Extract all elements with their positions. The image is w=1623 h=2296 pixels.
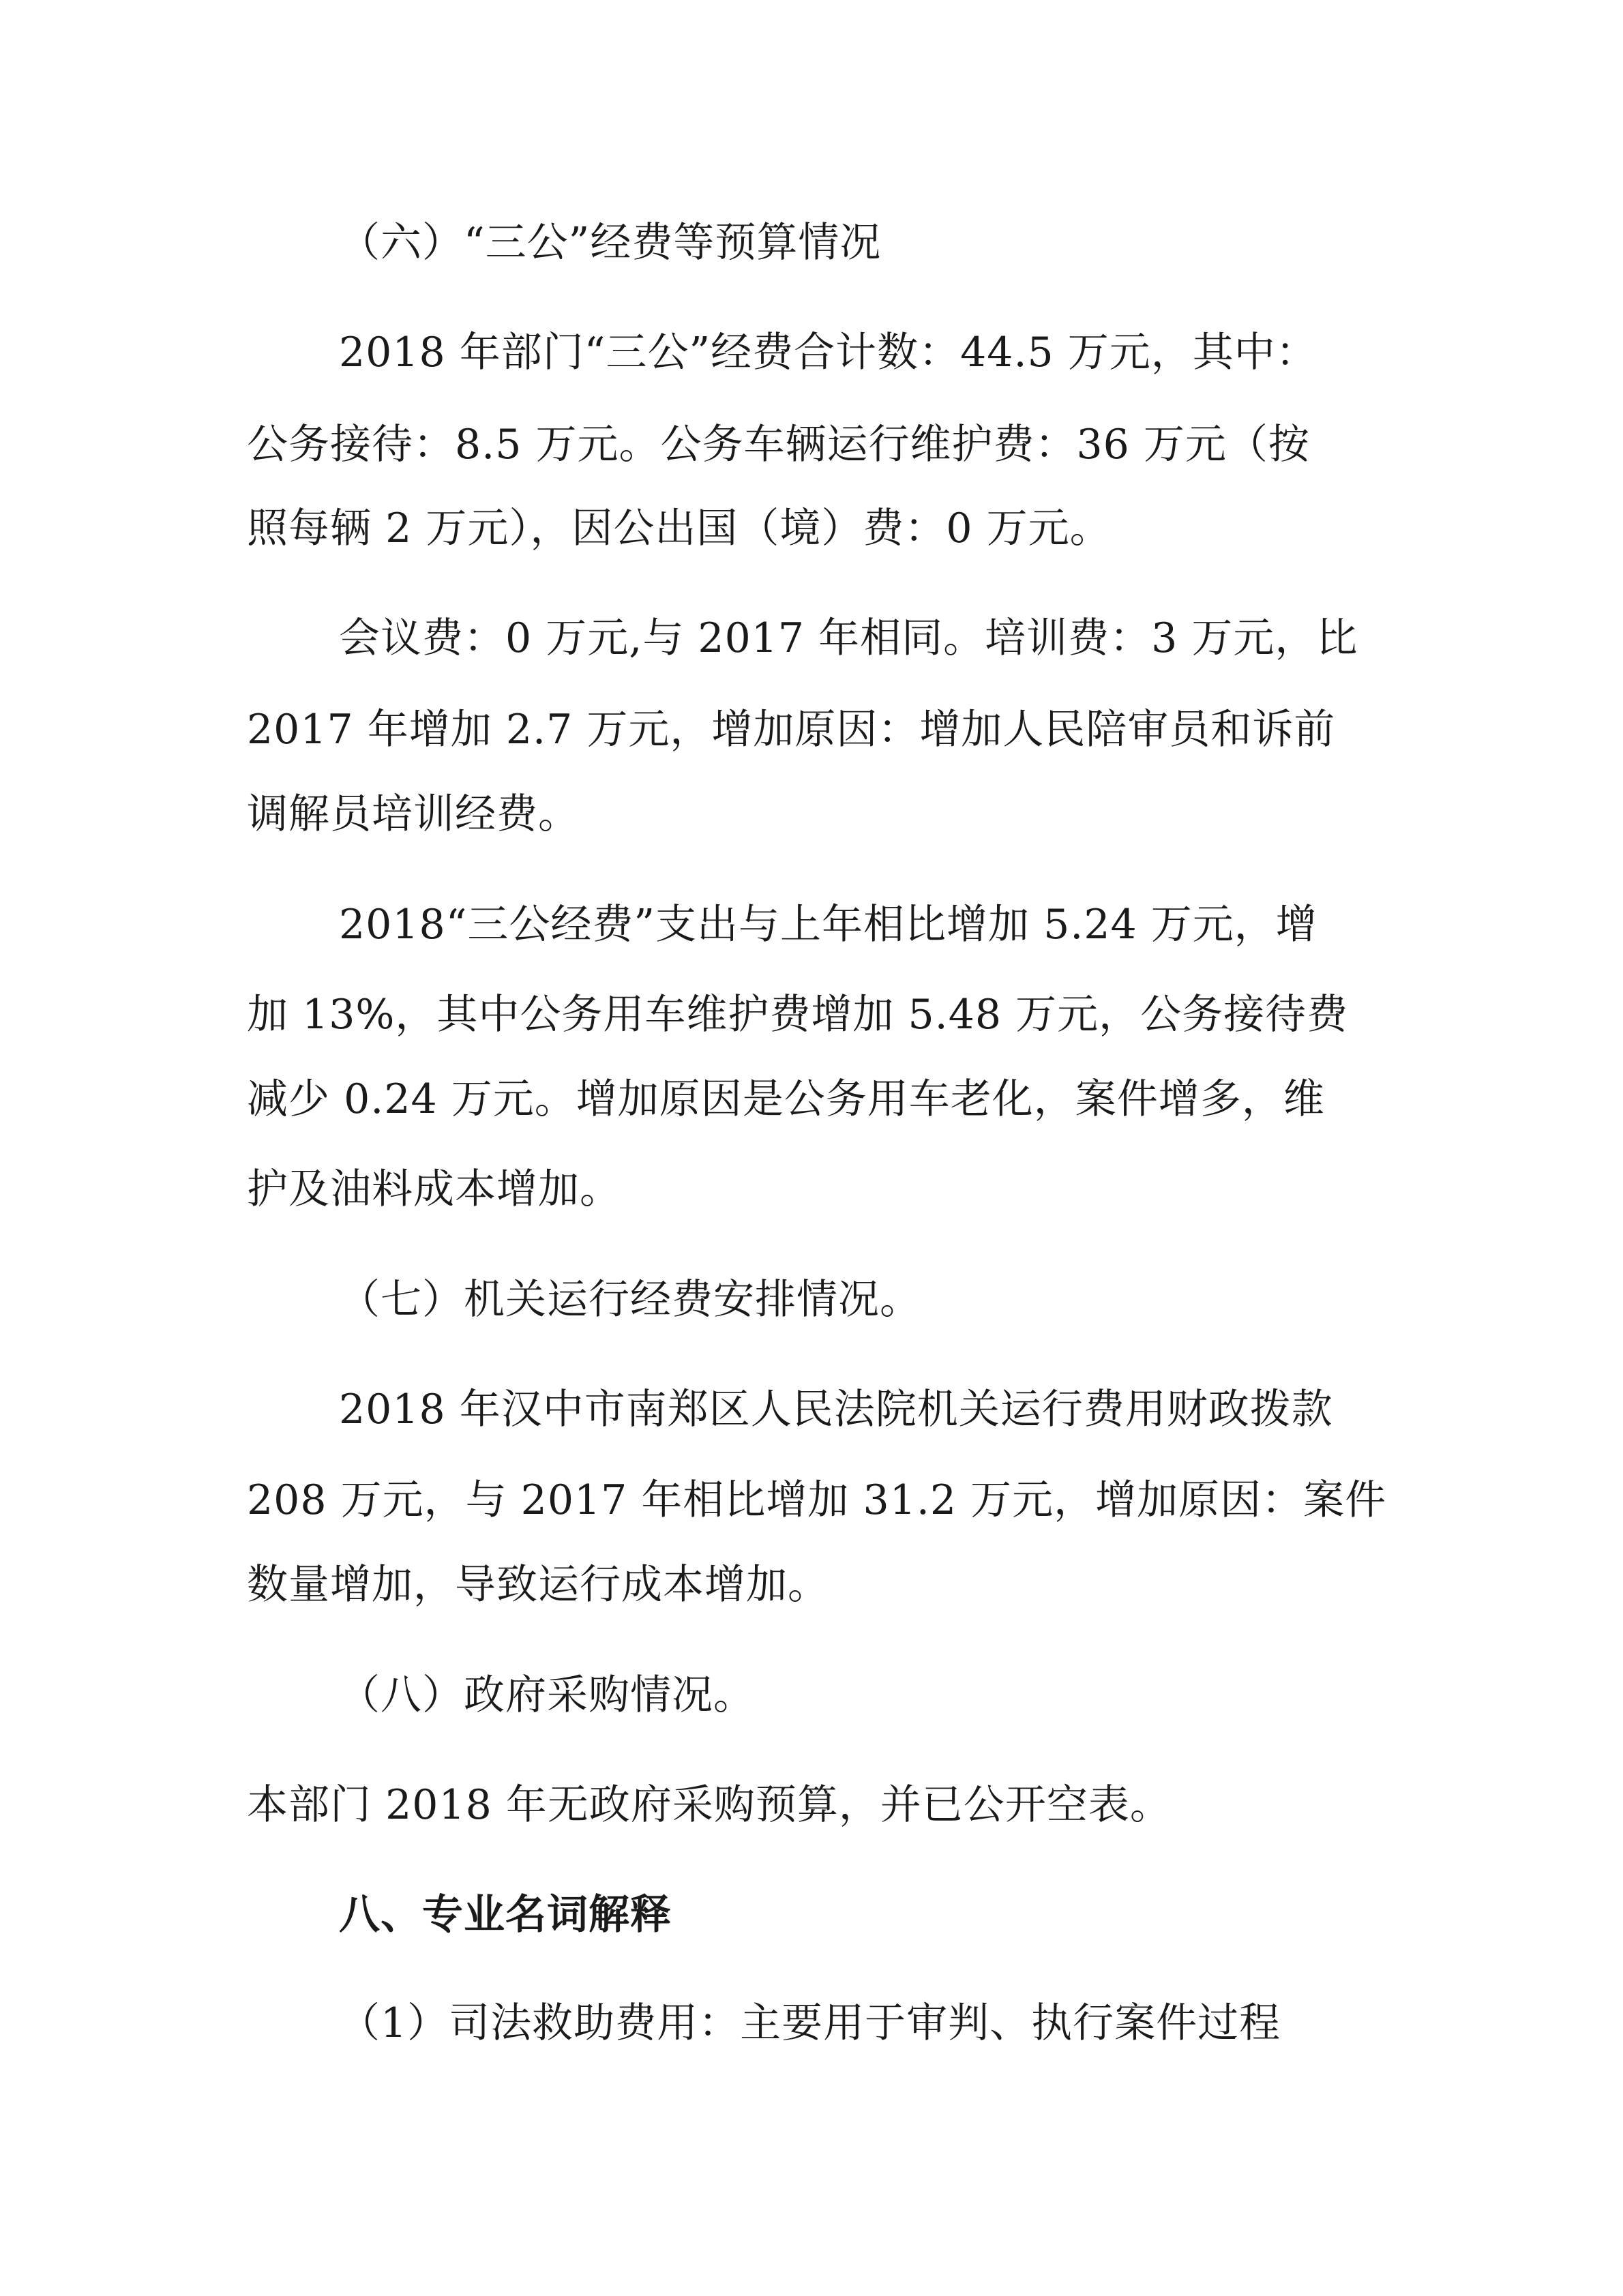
section-six-p2-line2: 2017 年增加 2.7 万元，增加原因：增加人民陪审员和诉前 bbox=[247, 706, 1336, 754]
section-six-p2-line3: 调解员培训经费。 bbox=[247, 790, 580, 838]
section-six-p1-line2: 公务接待：8.5 万元。公务车辆运行维护费：36 万元（按 bbox=[247, 421, 1310, 468]
section-six-p3-line4: 护及油料成本增加。 bbox=[247, 1165, 621, 1213]
section-six-p3-line1: 2018“三公经费”支出与上年相比增加 5.24 万元，增 bbox=[339, 901, 1317, 949]
section-six-p1-line1: 2018 年部门“三公”经费合计数：44.5 万元，其中： bbox=[339, 329, 1317, 376]
section-six-p3-line2: 加 13%，其中公务用车维护费增加 5.48 万元，公务接待费 bbox=[247, 991, 1349, 1039]
section-eight-paragraph: 本部门 2018 年无政府采购预算，并已公开空表。 bbox=[247, 1781, 1172, 1829]
chapter-eight-heading: 八、专业名词解释 bbox=[339, 1891, 672, 1939]
section-six-p1-line3: 照每辆 2 万元），因公出国（境）费：0 万元。 bbox=[247, 505, 1112, 552]
section-seven-p-line3: 数量增加，导致运行成本增加。 bbox=[247, 1561, 829, 1609]
chapter-eight-item-1: （1）司法救助费用：主要用于审判、执行案件过程 bbox=[339, 1999, 1281, 2047]
section-six-p3-line3: 减少 0.24 万元。增加原因是公务用车老化，案件增多，维 bbox=[247, 1075, 1325, 1123]
section-seven-p-line1: 2018 年汉中市南郑区人民法院机关运行费用财政拨款 bbox=[339, 1386, 1333, 1433]
section-seven-heading: （七）机关运行经费安排情况。 bbox=[339, 1276, 921, 1324]
section-six-heading: （六）“三公”经费等预算情况 bbox=[339, 219, 882, 267]
section-seven-p-line2: 208 万元，与 2017 年相比增加 31.2 万元，增加原因：案件 bbox=[247, 1476, 1387, 1524]
section-eight-heading: （八）政府采购情况。 bbox=[339, 1671, 755, 1719]
section-six-p2-line1: 会议费：0 万元,与 2017 年相同。培训费：3 万元，比 bbox=[339, 614, 1358, 662]
